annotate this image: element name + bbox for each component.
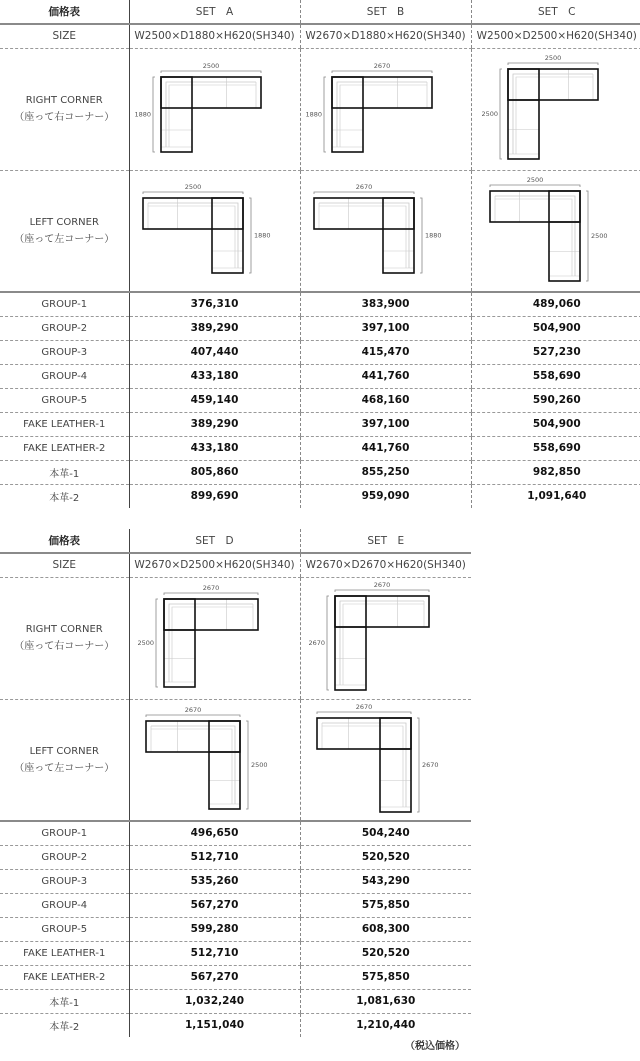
price-row — [0, 893, 471, 917]
price-cell: 959,090 — [300, 484, 471, 508]
header-row — [0, 529, 471, 553]
size-label: SIZE — [0, 24, 129, 48]
price-cell: 520,520 — [300, 845, 471, 869]
set-name: SET B — [300, 0, 471, 24]
svg-text:2670: 2670 — [373, 61, 390, 70]
set-name: SET D — [129, 529, 300, 553]
svg-text:1880: 1880 — [253, 231, 271, 240]
price-row — [0, 436, 640, 460]
svg-text:2500: 2500 — [526, 175, 544, 184]
price-table-1 — [0, 0, 640, 508]
left-corner-row — [0, 699, 471, 821]
price-cell: 567,270 — [129, 965, 300, 989]
price-row — [0, 340, 640, 364]
price-cell: 407,440 — [129, 340, 300, 364]
svg-text:1880: 1880 — [305, 110, 322, 118]
material-grade-label: 本革-1 — [0, 460, 129, 484]
price-row — [0, 965, 471, 989]
size-row — [0, 553, 471, 577]
svg-text:2500: 2500 — [202, 61, 219, 70]
price-cell: 1,091,640 — [471, 484, 640, 508]
material-grade-label: GROUP-5 — [0, 388, 129, 412]
price-cell: 543,290 — [300, 869, 471, 893]
svg-text:2670: 2670 — [421, 760, 439, 769]
price-cell: 855,250 — [300, 460, 471, 484]
left-corner-label: LEFT CORNER （座って左コーナー） — [0, 170, 129, 292]
svg-text:2500: 2500 — [544, 54, 562, 62]
material-grade-label: GROUP-4 — [0, 364, 129, 388]
price-cell: 535,260 — [129, 869, 300, 893]
price-row — [0, 941, 471, 965]
price-cell: 558,690 — [471, 436, 640, 460]
material-grade-label: GROUP-1 — [0, 821, 129, 845]
table-title: 価格表 — [0, 0, 129, 24]
price-cell: 389,290 — [129, 316, 300, 340]
left-corner-sofa-diagram — [135, 182, 295, 279]
price-cell: 512,710 — [129, 941, 300, 965]
price-cell: 558,690 — [471, 364, 640, 388]
price-row — [0, 989, 471, 1013]
price-cell: 504,900 — [471, 316, 640, 340]
right-corner-row — [0, 48, 640, 170]
header-row — [0, 0, 640, 24]
svg-text:2500: 2500 — [137, 639, 154, 647]
svg-text:2500: 2500 — [184, 183, 201, 192]
price-cell: 415,470 — [300, 340, 471, 364]
price-row — [0, 364, 640, 388]
price-cell: 982,850 — [471, 460, 640, 484]
price-cell: 389,290 — [129, 412, 300, 436]
price-row — [0, 845, 471, 869]
tax-included-note: （税込価格） — [405, 1041, 465, 1052]
price-row — [0, 412, 640, 436]
size-value: W2500×D1880×H620(SH340) — [129, 24, 300, 48]
price-cell: 496,650 — [129, 821, 300, 845]
right-corner-sofa-diagram — [482, 53, 632, 165]
size-value: W2500×D2500×H620(SH340) — [471, 24, 640, 48]
left-corner-label: LEFT CORNER （座って左コーナー） — [0, 699, 129, 821]
price-cell: 433,180 — [129, 364, 300, 388]
material-grade-label: FAKE LEATHER-2 — [0, 965, 129, 989]
table-title: 価格表 — [0, 529, 129, 553]
price-cell: 459,140 — [129, 388, 300, 412]
material-grade-label: 本革-2 — [0, 484, 129, 508]
price-cell: 512,710 — [129, 845, 300, 869]
svg-text:2670: 2670 — [184, 705, 201, 714]
material-grade-label: GROUP-3 — [0, 340, 129, 364]
material-grade-label: 本革-1 — [0, 989, 129, 1013]
price-cell: 567,270 — [129, 893, 300, 917]
price-cell: 489,060 — [471, 292, 640, 316]
svg-text:1880: 1880 — [424, 231, 442, 240]
material-grade-label: 本革-2 — [0, 1013, 129, 1037]
size-value: W2670×D1880×H620(SH340) — [300, 24, 471, 48]
material-grade-label: FAKE LEATHER-1 — [0, 941, 129, 965]
svg-text:2670: 2670 — [202, 584, 219, 592]
right-corner-sofa-diagram — [309, 580, 463, 696]
price-cell: 899,690 — [190, 490, 239, 503]
size-value: W2670×D2500×H620(SH340) — [129, 553, 300, 577]
price-row — [0, 869, 471, 893]
price-row — [0, 460, 640, 484]
material-grade-label: GROUP-1 — [0, 292, 129, 316]
price-row — [0, 316, 640, 340]
left-corner-sofa-diagram — [482, 175, 632, 287]
material-grade-label: GROUP-3 — [0, 869, 129, 893]
material-grade-label: GROUP-4 — [0, 893, 129, 917]
right-corner-row — [0, 577, 471, 699]
price-cell: 441,760 — [300, 436, 471, 460]
material-grade-label: GROUP-2 — [0, 845, 129, 869]
svg-text:2670: 2670 — [308, 639, 325, 647]
price-cell: 397,100 — [300, 316, 471, 340]
price-cell: 504,900 — [471, 412, 640, 436]
svg-text:2500: 2500 — [590, 231, 608, 240]
svg-text:2670: 2670 — [355, 183, 372, 192]
left-corner-sofa-diagram — [306, 182, 466, 279]
price-cell: 468,160 — [300, 388, 471, 412]
price-cell: 575,850 — [300, 893, 471, 917]
svg-text:2670: 2670 — [355, 702, 373, 711]
set-name: SET E — [300, 529, 471, 553]
price-cell: 1,032,240 — [129, 989, 300, 1013]
price-cell: 527,230 — [471, 340, 640, 364]
right-corner-sofa-diagram — [306, 61, 466, 158]
svg-text:2670: 2670 — [373, 581, 391, 589]
size-value: W2670×D2670×H620(SH340) — [300, 553, 471, 577]
material-grade-label: FAKE LEATHER-2 — [0, 436, 129, 460]
price-table-2 — [0, 529, 471, 1037]
material-grade-label: FAKE LEATHER-1 — [0, 412, 129, 436]
price-row — [0, 1013, 471, 1037]
size-label: SIZE — [0, 553, 129, 577]
svg-text:2500: 2500 — [481, 110, 498, 118]
left-corner-sofa-diagram — [309, 702, 463, 818]
set-name: SET A — [129, 0, 300, 24]
svg-text:2500: 2500 — [250, 760, 268, 769]
price-cell: 608,300 — [300, 917, 471, 941]
price-cell: 590,260 — [471, 388, 640, 412]
material-grade-label: GROUP-2 — [0, 316, 129, 340]
right-corner-label: RIGHT CORNER （座って右コーナー） — [0, 577, 129, 699]
price-cell: 575,850 — [300, 965, 471, 989]
price-row — [0, 292, 640, 316]
right-corner-sofa-diagram — [135, 61, 295, 158]
price-cell: 504,240 — [300, 821, 471, 845]
price-cell: 383,900 — [300, 292, 471, 316]
right-corner-label: RIGHT CORNER （座って右コーナー） — [0, 48, 129, 170]
price-cell: 397,100 — [300, 412, 471, 436]
price-cell: 433,180 — [129, 436, 300, 460]
price-cell: 376,310 — [129, 292, 300, 316]
price-cell: 1,210,440 — [300, 1013, 471, 1037]
price-row — [0, 484, 640, 508]
price-cell: 441,760 — [300, 364, 471, 388]
right-corner-sofa-diagram — [138, 583, 292, 693]
price-cell: 805,860 — [129, 460, 300, 484]
svg-text:1880: 1880 — [134, 110, 151, 118]
price-row — [0, 821, 471, 845]
set-name: SET C — [471, 0, 640, 24]
size-row — [0, 24, 640, 48]
left-corner-sofa-diagram — [138, 705, 292, 815]
price-cell: 1,081,630 — [300, 989, 471, 1013]
material-grade-label: GROUP-5 — [0, 917, 129, 941]
price-cell: 520,520 — [300, 941, 471, 965]
price-cell: 1,151,040 — [184, 1019, 245, 1032]
price-cell: 599,280 — [129, 917, 300, 941]
price-row — [0, 917, 471, 941]
price-row — [0, 388, 640, 412]
left-corner-row — [0, 170, 640, 292]
